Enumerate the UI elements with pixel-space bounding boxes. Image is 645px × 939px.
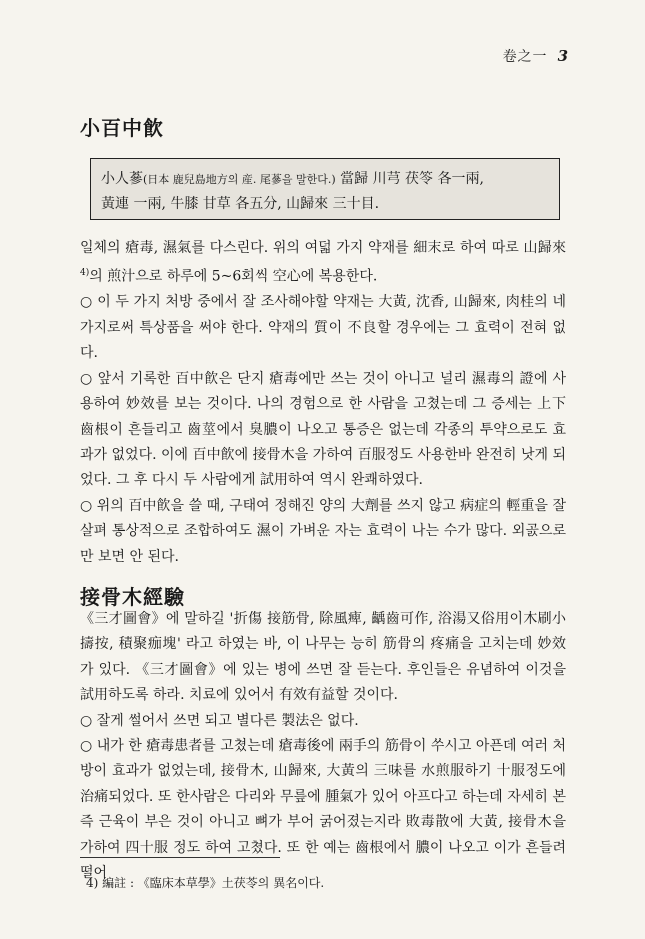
paragraph: ○ 이 두 가지 처방 중에서 잘 조사해야할 약재는 大黃, 沈香, 山歸來, 肉桂의 네 가지로써 특상품을 써야 한다. 약재의 質이 不良할 경우에는 그 효력이 전혀 없다.: [80, 294, 566, 362]
paragraph: [80, 236, 566, 290]
paragraph: ○ 내가 한 瘡毒患者를 고쳤는데 瘡毒後에 兩手의 筋骨이 쑤시고 아픈데 여러 처방이 효과가 없었는데, 接骨木, 山歸來, 大黃의 三味를 水煎服하기 十服정도에 治痛되었다. 또 한사람은 다리와 무릎에 腫氣가 있어 아프다고 하는데 자세히 본 즉 근육이 부은 것이 아니고 뼈가 부어 굵어졌는지라 敗毒散에 大黃, 接骨木을 가하여 四十服 정도 하여 고쳤다. 또 한 예는 齒根에서 膿이 나오고 이가 흔들려 떨어: [80, 738, 566, 882]
paragraph: 《三才圖會》에 말하길 '折傷 接筋骨, 除風痺, 齲齒可作, 浴湯又俗用이木刷小擣按, 積聚痂塊' 라고 하였는 바, 이 나무는 능히 筋骨의 疼痛을 고치는데 妙效가 있다. 《三才圖會》에 있는 병에 쓰면 잘 듣는다. 후인들은 유념하여 이것을 試用하도록 하라. 치료에 있어서 有效有益할 것이다.: [80, 611, 566, 704]
footnote-divider: [80, 857, 280, 858]
running-header: [503, 46, 569, 66]
formula-note: (日本 鹿兒島地方의 産. 尾蔘을 말한다.): [143, 173, 336, 186]
formula-ingredients-a: 當歸 川芎 茯笭 各一兩,: [335, 171, 484, 187]
section2-body: [80, 607, 566, 886]
section1-body: [80, 236, 566, 570]
formula-line-2: 黃連 一兩, 牛膝 甘草 各五分, 山歸來 三十目.: [101, 196, 380, 212]
footnote: 4) 編註 : 《臨床本草學》土茯苓의 異名이다.: [86, 876, 325, 890]
formula-box: [90, 158, 560, 220]
paragraph-text: 일체의 瘡毒, 濕氣를 다스린다. 위의 여덟 가지 약재를 細末로 하여 따로 山歸來: [80, 240, 566, 256]
paragraph: ○ 앞서 기록한 百中飮은 단지 瘡毒에만 쓰는 것이 아니고 널리 濕毒의 證에 사용하여 妙效를 보는 것이다. 나의 경험으로 한 사람을 고쳤는데 그 증세는 上下齒根이 흔들리고 齒莖에서 臭膿이 나오고 통증은 없는데 각종의 투약으로도 효과가 없었다. 이에 百中飮에 接骨木을 가하여 百服정도 사용한바 완전히 낫게 되었다. 그 후 다시 두 사람에게 試用하여 역시 완쾌하였다.: [80, 370, 566, 489]
footnote-ref: 4): [80, 268, 90, 279]
section-title-jeopgolmok: 接骨木經驗: [80, 585, 185, 609]
formula-line-1: [101, 167, 549, 192]
formula-ingredient-ginseng: 小人蔘: [101, 171, 143, 187]
paragraph-text: 의 煎汁으로 하루에 5~6회씩 空心에 복용한다.: [89, 269, 378, 286]
paragraph: ○ 위의 百中飮을 쓸 때, 구태여 정해진 양의 大劑를 쓰지 않고 病症의 輕重을 잘 살펴 통상적으로 조합하여도 濕이 가벼운 자는 효력이 나는 수가 많다. 외곬으로만 보면 안 된다.: [80, 497, 566, 565]
chapter-label: 卷之一: [502, 49, 548, 65]
paragraph: ○ 잘게 썰어서 쓰면 되고 별다른 製法은 없다.: [80, 712, 359, 729]
page-number: 3: [557, 47, 569, 65]
section-title-sobaekjung: 小百中飮: [80, 116, 164, 140]
